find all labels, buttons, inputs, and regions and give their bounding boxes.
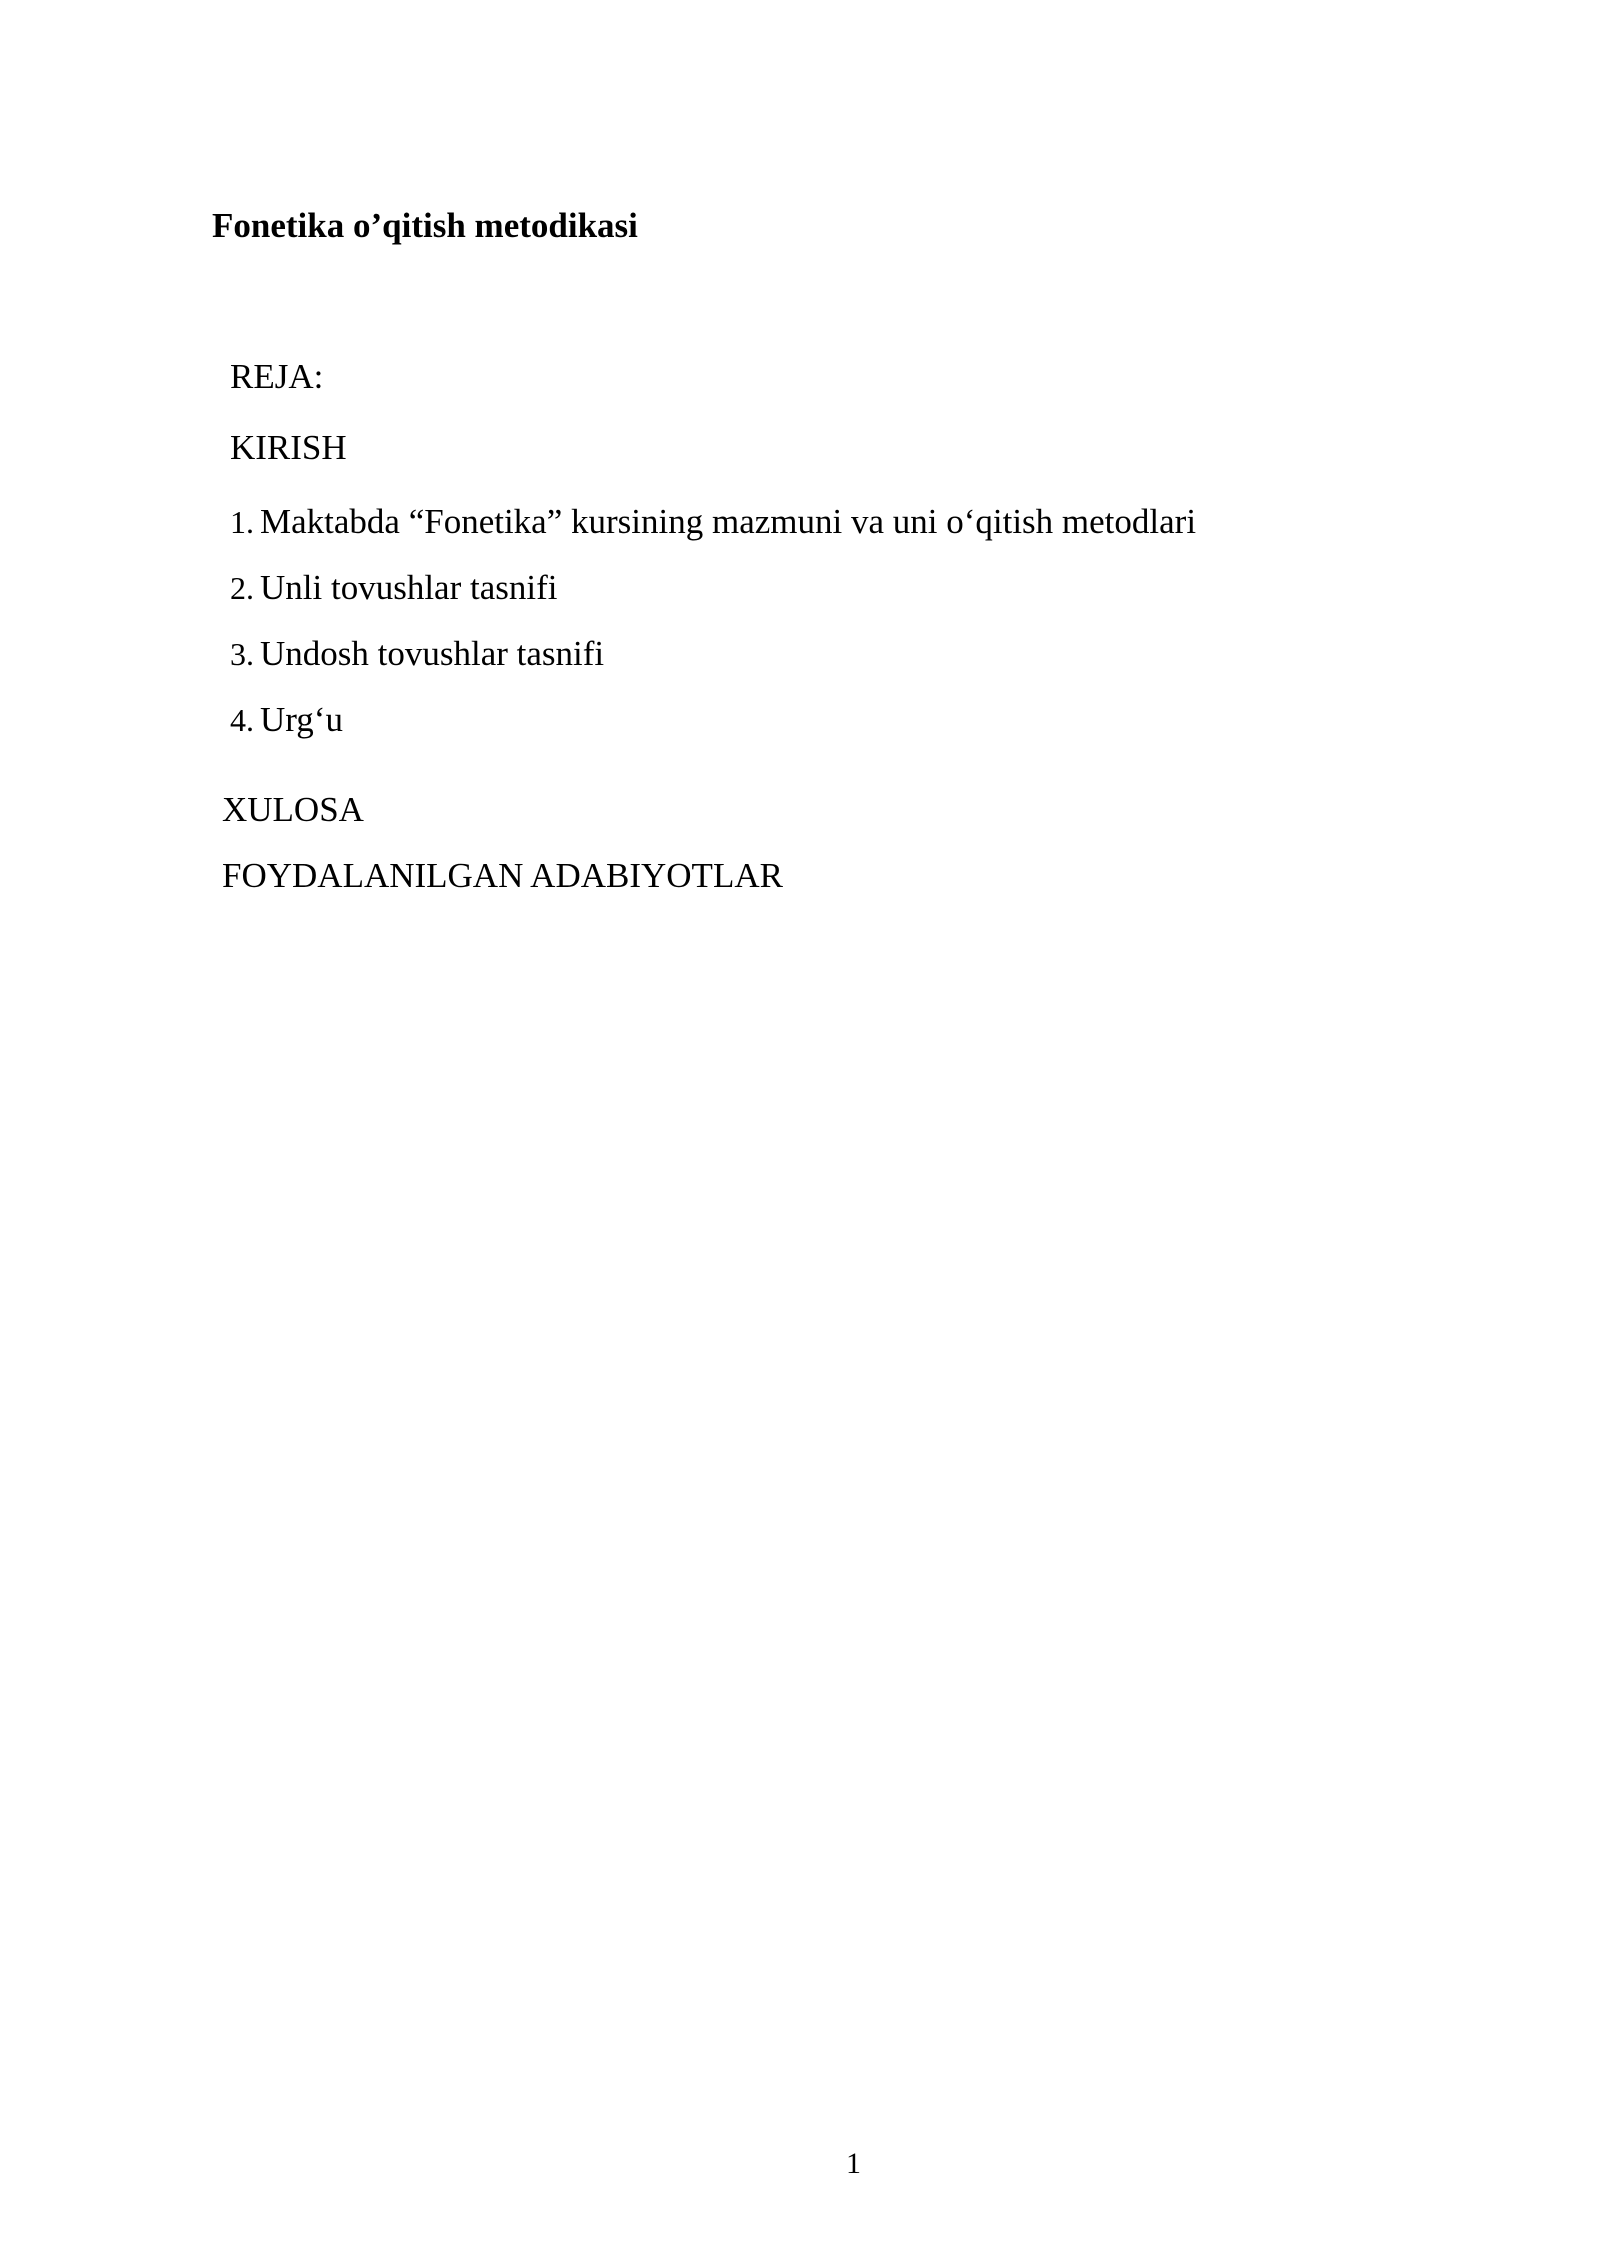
plan-item-text: Unli tovushlar tasnifi [260, 568, 558, 607]
page-number: 1 [846, 2147, 861, 2180]
plan-item-number: 1. [230, 504, 254, 540]
plan-list-item [230, 632, 604, 676]
plan-item-text: Undosh tovushlar tasnifi [260, 634, 605, 673]
plan-list-item [230, 566, 557, 610]
plan-item-number: 4. [230, 702, 254, 738]
plan-item-number: 2. [230, 570, 254, 606]
plan-heading: REJA: [230, 357, 324, 396]
plan-list-item [230, 500, 1196, 544]
plan-item-number: 3. [230, 636, 254, 672]
plan-item-text: Maktabda “Fonetika” kursining mazmuni va uni o‘qitish metodlari [260, 502, 1197, 541]
references-heading: FOYDALANILGAN ADABIYOTLAR [222, 856, 783, 895]
plan-list-item [230, 698, 343, 742]
conclusion-heading: XULOSA [222, 790, 364, 829]
plan-item-text: Urg‘u [260, 700, 343, 739]
document-title: Fonetika o’qitish metodikasi [212, 206, 638, 245]
introduction-heading: KIRISH [230, 428, 347, 467]
